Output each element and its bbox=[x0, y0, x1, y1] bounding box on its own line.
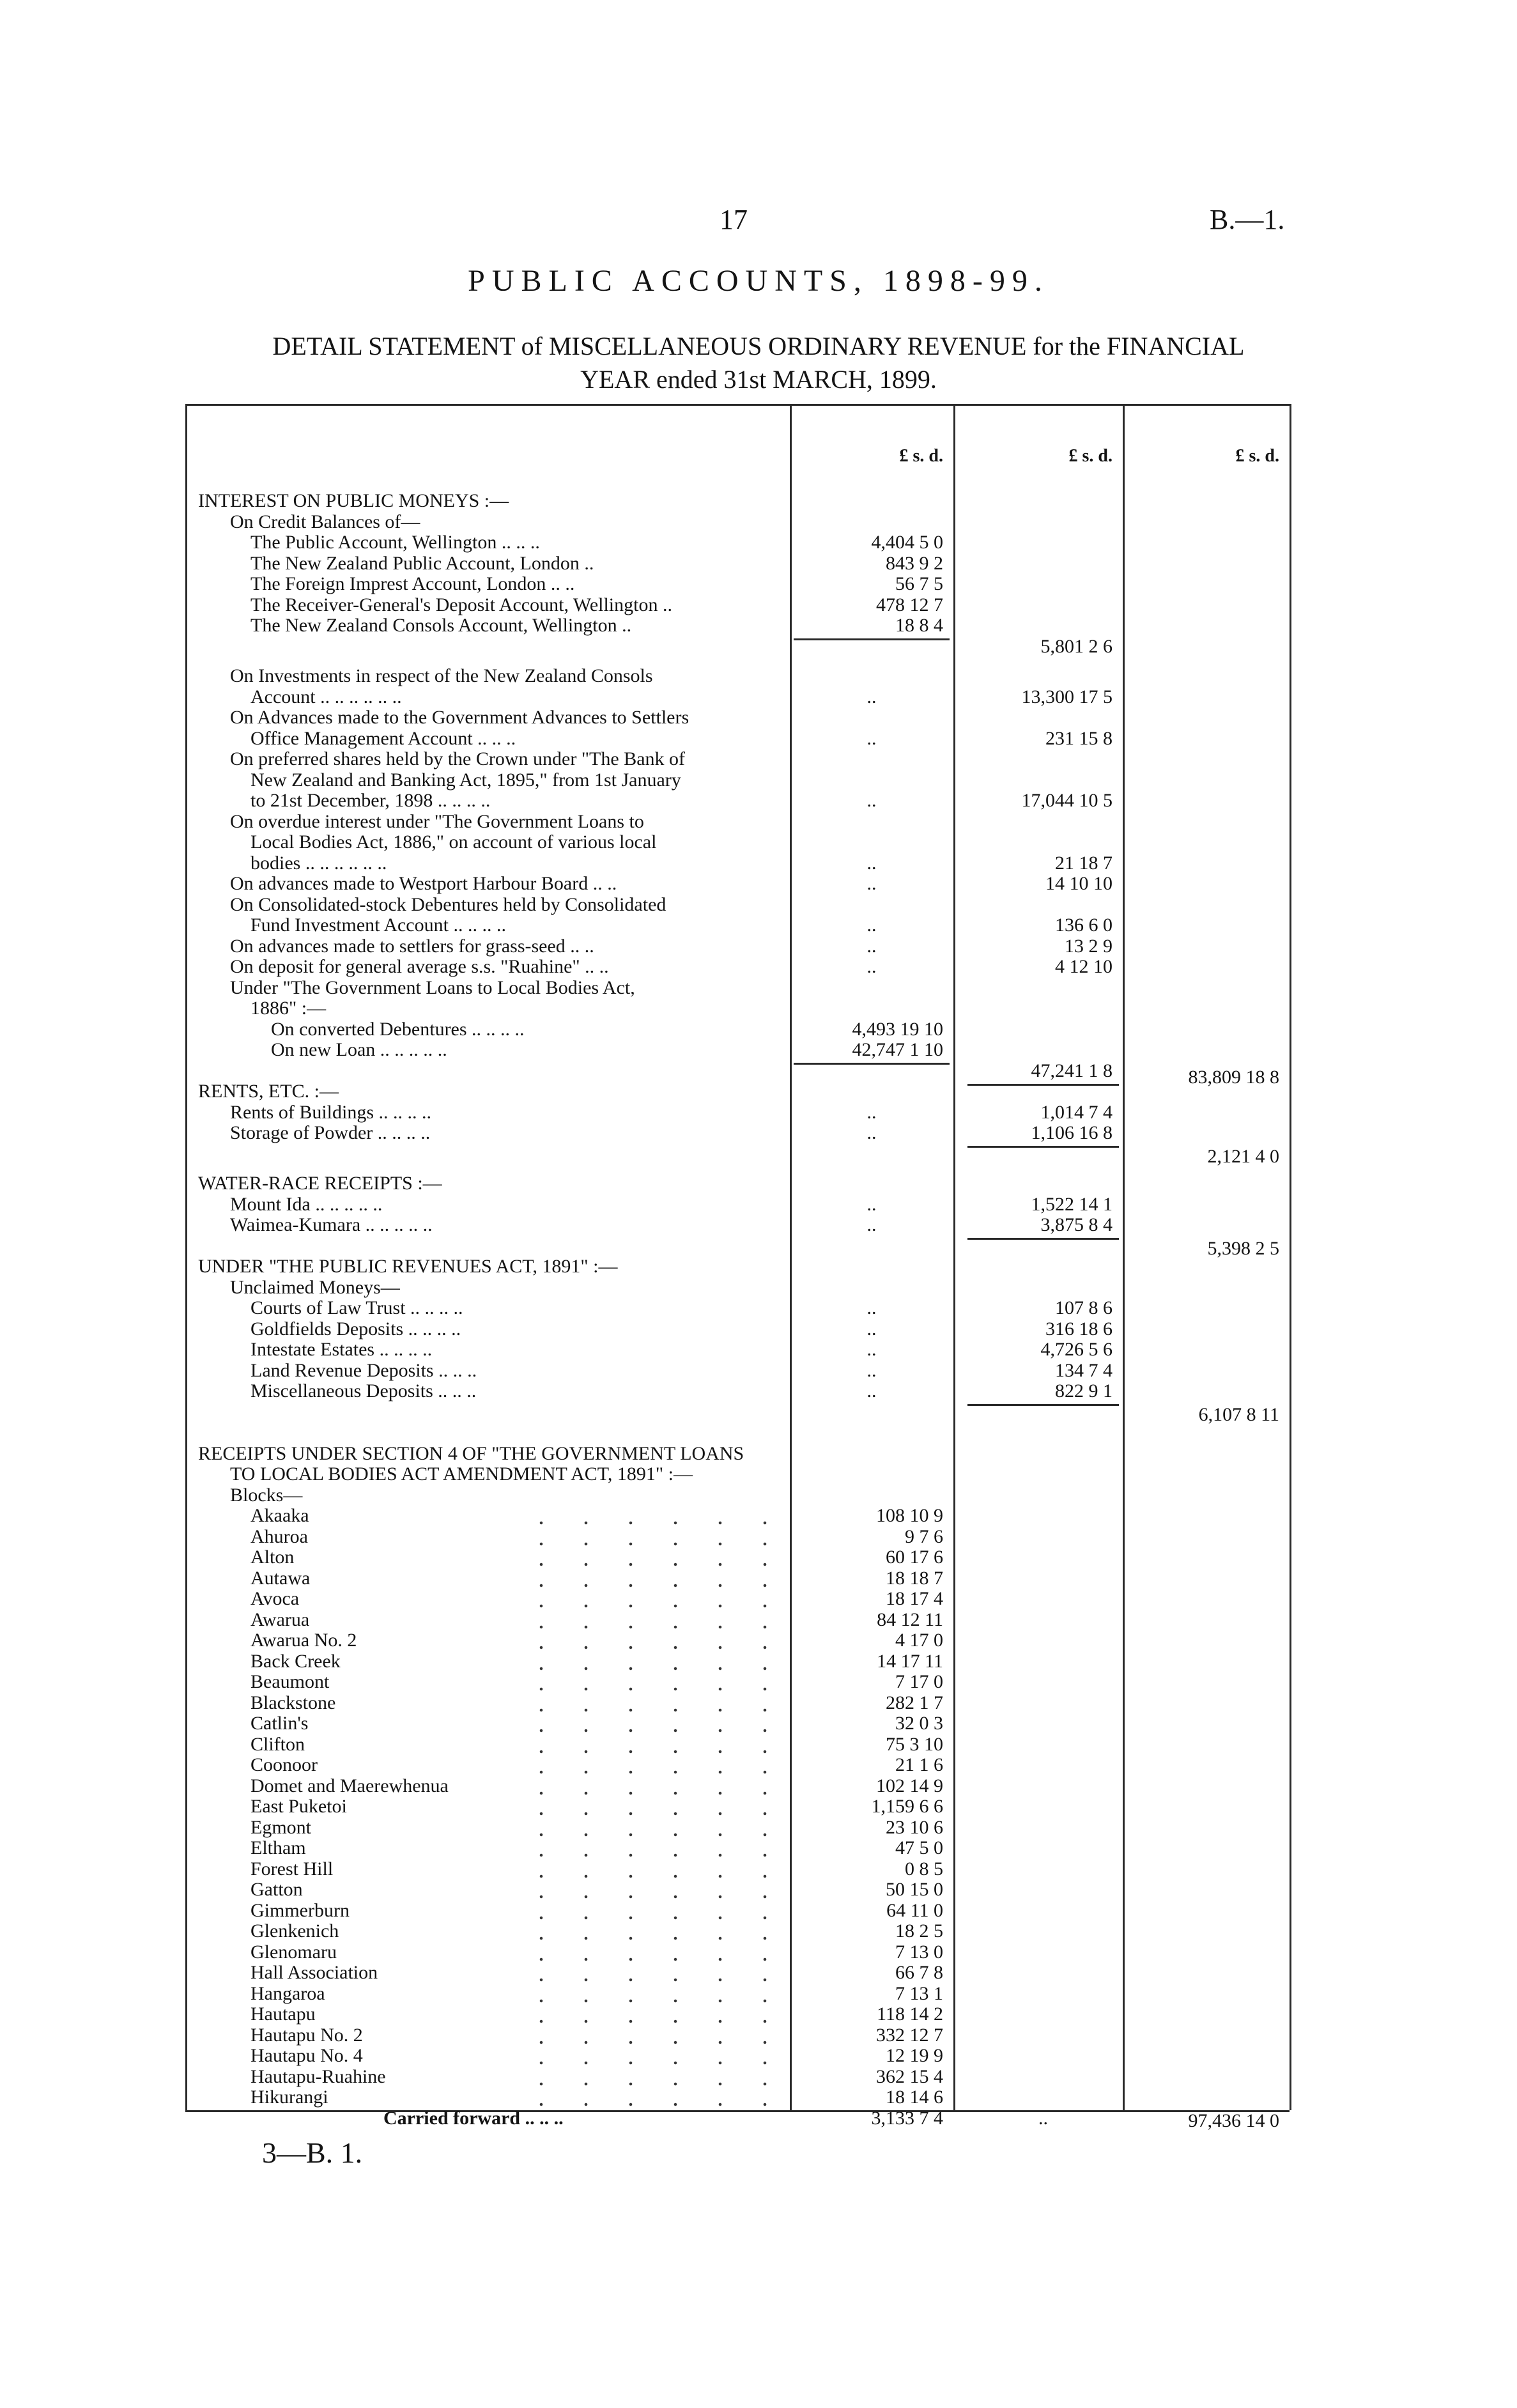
statement-line: Office Management Account .. .. .. bbox=[250, 727, 516, 749]
leader-dots bbox=[511, 1838, 780, 1857]
amount-column-1: 32 0 3 bbox=[895, 1713, 943, 1734]
amount-column-2: 14 10 10 bbox=[1045, 873, 1113, 894]
amount-column-1: .. bbox=[866, 1122, 877, 1143]
amount-column-2: 5,801 2 6 bbox=[1040, 635, 1113, 657]
amount-column-1: 84 12 11 bbox=[877, 1609, 943, 1630]
statement-line: The Public Account, Wellington .. .. .. bbox=[250, 532, 540, 553]
amount-column-1: 3,133 7 4 bbox=[871, 2107, 943, 2129]
statement-line: Hautapu No. 4 bbox=[250, 2045, 363, 2066]
leader-dots bbox=[511, 2004, 780, 2023]
statement-line: Catlin's bbox=[250, 1713, 309, 1734]
statement-line: On Credit Balances of— bbox=[230, 511, 420, 532]
statement-line: On deposit for general average s.s. "Ruahine" .. .. bbox=[230, 956, 609, 977]
leader-dots bbox=[511, 1630, 780, 1649]
amount-column-1: 1,159 6 6 bbox=[871, 1796, 943, 1817]
amount-column-2: 4 12 10 bbox=[1055, 956, 1113, 977]
leader-dots bbox=[511, 1755, 780, 1774]
statement-line: Egmont bbox=[250, 1816, 311, 1838]
column-header: £ s. d. bbox=[1235, 446, 1279, 466]
statement-line: Local Bodies Act, 1886," on account of various local bbox=[250, 831, 657, 853]
statement-line: WATER-RACE RECEIPTS :— bbox=[198, 1173, 442, 1194]
statement-line: Hautapu bbox=[250, 2003, 316, 2025]
amount-column-1: 7 17 0 bbox=[895, 1671, 943, 1692]
amount-column-1: .. bbox=[866, 1297, 877, 1318]
statement-line: The New Zealand Public Account, London .. bbox=[250, 552, 594, 574]
statement-line: Account .. .. .. .. .. .. bbox=[250, 686, 402, 707]
statement-line: Awarua No. 2 bbox=[250, 1630, 357, 1651]
amount-column-1: .. bbox=[866, 686, 877, 707]
amount-column-1: 18 14 6 bbox=[886, 2087, 943, 2108]
leader-dots bbox=[511, 1713, 780, 1733]
amount-column-1: .. bbox=[866, 790, 877, 811]
amount-column-2: 136 6 0 bbox=[1055, 915, 1113, 936]
statement-line: RENTS, ETC. :— bbox=[198, 1081, 339, 1102]
statement-line: Coonoor bbox=[250, 1754, 318, 1775]
amount-column-1: .. bbox=[866, 852, 877, 874]
statement-line: Unclaimed Moneys— bbox=[230, 1276, 400, 1298]
amount-column-1: .. bbox=[866, 1193, 877, 1215]
leader-dots bbox=[511, 1818, 780, 1837]
subtotal-rule-column-2 bbox=[967, 1146, 1119, 1148]
statement-line: Storage of Powder .. .. .. .. bbox=[230, 1122, 431, 1143]
statement-line: East Puketoi bbox=[250, 1796, 347, 1817]
amount-column-2: 4,726 5 6 bbox=[1040, 1339, 1113, 1360]
amount-column-2: 316 18 6 bbox=[1045, 1318, 1113, 1339]
amount-column-1: 18 8 4 bbox=[895, 615, 943, 636]
statement-line: Glenkenich bbox=[250, 1920, 339, 1941]
amount-column-3: 5,398 2 5 bbox=[1207, 1237, 1279, 1259]
leader-dots bbox=[511, 1859, 780, 1878]
statement-line: Miscellaneous Deposits .. .. .. bbox=[250, 1380, 477, 1401]
leader-dots bbox=[511, 1547, 780, 1566]
leader-dots bbox=[511, 1506, 780, 1525]
amount-column-1: 4,404 5 0 bbox=[871, 532, 943, 553]
leader-dots bbox=[511, 1651, 780, 1671]
statement-line: Beaumont bbox=[250, 1671, 330, 1692]
statement-line: Land Revenue Deposits .. .. .. bbox=[250, 1359, 477, 1381]
amount-column-1: .. bbox=[866, 956, 877, 977]
amount-column-1: 108 10 9 bbox=[876, 1505, 943, 1526]
subtotal-rule-column-2 bbox=[967, 1084, 1119, 1086]
column-header: £ s. d. bbox=[1068, 446, 1113, 466]
statement-line: bodies .. .. .. .. .. .. bbox=[250, 852, 387, 874]
amount-column-1: 362 15 4 bbox=[876, 2065, 943, 2087]
statement-line: Gimmerburn bbox=[250, 1899, 350, 1921]
page-title: PUBLIC ACCOUNTS, 1898-99. bbox=[468, 264, 1049, 298]
statement-line: On Advances made to the Government Advances to Settlers bbox=[230, 707, 689, 728]
leader-dots bbox=[511, 1776, 780, 1795]
statement-line: On overdue interest under "The Government Loans to bbox=[230, 810, 644, 832]
amount-column-2: 13 2 9 bbox=[1065, 935, 1113, 957]
statement-line: Intestate Estates .. .. .. .. bbox=[250, 1339, 433, 1360]
leader-dots bbox=[511, 1921, 780, 1940]
amount-column-1: 75 3 10 bbox=[886, 1733, 943, 1755]
amount-column-2: 822 9 1 bbox=[1055, 1380, 1113, 1401]
amount-column-2: 13,300 17 5 bbox=[1021, 686, 1113, 707]
page-subtitle-line-2: YEAR ended 31st MARCH, 1899. bbox=[580, 365, 937, 394]
subtotal-rule-column-2 bbox=[967, 1238, 1119, 1240]
statement-line: The Foreign Imprest Account, London .. .. bbox=[250, 573, 575, 594]
statement-line: Hautapu No. 2 bbox=[250, 2024, 363, 2046]
amount-column-1: .. bbox=[866, 1101, 877, 1123]
statement-line: Alton bbox=[250, 1547, 295, 1568]
statement-line: Goldfields Deposits .. .. .. .. bbox=[250, 1318, 461, 1339]
amount-column-1: 14 17 11 bbox=[877, 1650, 943, 1672]
amount-column-1: 4,493 19 10 bbox=[852, 1018, 943, 1040]
amount-column-2: 134 7 4 bbox=[1055, 1359, 1113, 1381]
statement-line: Under "The Government Loans to Local Bodies Act, bbox=[230, 976, 635, 998]
amount-column-3: 6,107 8 11 bbox=[1198, 1403, 1279, 1425]
statement-line: The Receiver-General's Deposit Account, Wellington .. bbox=[250, 594, 672, 615]
leader-dots bbox=[511, 1942, 780, 1961]
leader-dots bbox=[511, 2025, 780, 2044]
statement-line: Hall Association bbox=[250, 1962, 378, 1983]
amount-column-1: 478 12 7 bbox=[876, 594, 943, 615]
statement-line: Fund Investment Account .. .. .. .. bbox=[250, 915, 506, 936]
amount-column-1: 66 7 8 bbox=[895, 1962, 943, 1983]
statement-line: TO LOCAL BODIES ACT AMENDMENT ACT, 1891" :— bbox=[230, 1463, 693, 1485]
amount-column-1: 60 17 6 bbox=[886, 1547, 943, 1568]
statement-line: Clifton bbox=[250, 1733, 305, 1755]
statement-line: Blackstone bbox=[250, 1692, 336, 1713]
subtotal-rule-column-2 bbox=[967, 1404, 1119, 1406]
amount-column-1: 18 2 5 bbox=[895, 1920, 943, 1941]
statement-line: On advances made to Westport Harbour Board .. .. bbox=[230, 873, 617, 894]
page-number: 17 bbox=[720, 204, 748, 235]
column-1-right-rule bbox=[953, 404, 955, 2110]
statement-line: Blocks— bbox=[230, 1484, 303, 1506]
statement-line: Domet and Maerewhenua bbox=[250, 1775, 449, 1796]
amount-column-2: 231 15 8 bbox=[1045, 727, 1113, 749]
statement-line: On new Loan .. .. .. .. .. bbox=[271, 1039, 447, 1060]
amount-column-1: 332 12 7 bbox=[876, 2024, 943, 2046]
leader-dots bbox=[511, 1610, 780, 1629]
leader-dots bbox=[511, 1693, 780, 1712]
amount-column-1: 12 19 9 bbox=[886, 2045, 943, 2066]
statement-line: Mount Ida .. .. .. .. .. bbox=[230, 1193, 383, 1215]
statement-line: Akaaka bbox=[250, 1505, 309, 1526]
statement-line: Hangaroa bbox=[250, 1982, 325, 2004]
amount-column-3: 2,121 4 0 bbox=[1207, 1145, 1279, 1167]
statement-line: Autawa bbox=[250, 1567, 311, 1589]
statement-line: Carried forward .. .. .. bbox=[383, 2107, 564, 2129]
statement-line: Forest Hill bbox=[250, 1858, 334, 1879]
amount-column-1: 282 1 7 bbox=[886, 1692, 943, 1713]
amount-column-2: 3,875 8 4 bbox=[1040, 1214, 1113, 1235]
statement-line: INTEREST ON PUBLIC MONEYS :— bbox=[198, 490, 509, 511]
amount-column-1: 843 9 2 bbox=[886, 552, 943, 574]
column-header: £ s. d. bbox=[899, 446, 943, 466]
amount-column-1: 7 13 0 bbox=[895, 1941, 943, 1963]
leader-dots bbox=[511, 1734, 780, 1754]
amount-column-1: 7 13 1 bbox=[895, 1982, 943, 2004]
leader-dots bbox=[511, 1672, 780, 1691]
amount-column-1: .. bbox=[866, 1380, 877, 1401]
amount-column-1: 102 14 9 bbox=[876, 1775, 943, 1796]
amount-column-2: 21 18 7 bbox=[1055, 852, 1113, 874]
leader-dots bbox=[511, 1901, 780, 1920]
leader-dots bbox=[511, 1984, 780, 2003]
amount-column-1: 0 8 5 bbox=[905, 1858, 943, 1879]
amount-column-1: 64 11 0 bbox=[886, 1899, 943, 1921]
amount-column-2: 47,241 1 8 bbox=[1031, 1060, 1113, 1081]
amount-column-1: .. bbox=[866, 1318, 877, 1339]
amount-column-1: 9 7 6 bbox=[905, 1525, 943, 1547]
subtotal-rule-column-1 bbox=[794, 638, 950, 640]
table-left-border bbox=[185, 404, 187, 2110]
amount-column-1: .. bbox=[866, 935, 877, 957]
amount-column-3: 83,809 18 8 bbox=[1188, 1066, 1279, 1088]
amount-column-3: 97,436 14 0 bbox=[1188, 2110, 1279, 2131]
statement-line: New Zealand and Banking Act, 1895," from 1st January bbox=[250, 769, 681, 791]
amount-column-2: 107 8 6 bbox=[1055, 1297, 1113, 1318]
statement-line: Back Creek bbox=[250, 1650, 341, 1672]
statement-line: Gatton bbox=[250, 1879, 303, 1900]
leader-dots bbox=[511, 1568, 780, 1587]
amount-column-1: .. bbox=[866, 1359, 877, 1381]
amount-column-2: .. bbox=[1038, 2107, 1048, 2129]
amount-column-1: 18 17 4 bbox=[886, 1588, 943, 1609]
leader-dots bbox=[511, 1589, 780, 1608]
leader-dots bbox=[511, 1527, 780, 1546]
page-footer: 3—B. 1. bbox=[262, 2136, 363, 2169]
statement-line: Hikurangi bbox=[250, 2087, 328, 2108]
statement-line: Avoca bbox=[250, 1588, 300, 1609]
leader-dots bbox=[511, 2067, 780, 2086]
amount-column-1: .. bbox=[866, 873, 877, 894]
statement-line: On preferred shares held by the Crown under "The Bank of bbox=[230, 748, 686, 769]
statement-line: UNDER "THE PUBLIC REVENUES ACT, 1891" :— bbox=[198, 1256, 618, 1277]
amount-column-1: 21 1 6 bbox=[895, 1754, 943, 1775]
statement-line: to 21st December, 1898 .. .. .. .. bbox=[250, 790, 491, 811]
statement-line: Awarua bbox=[250, 1609, 310, 1630]
amount-column-2: 1,522 14 1 bbox=[1031, 1193, 1113, 1215]
leader-dots bbox=[511, 2087, 780, 2106]
statement-line: On Consolidated-stock Debentures held by Consolidated bbox=[230, 893, 666, 915]
statement-line: 1886" :— bbox=[250, 998, 327, 1019]
amount-column-1: 42,747 1 10 bbox=[852, 1039, 943, 1060]
amount-column-1: 56 7 5 bbox=[895, 573, 943, 594]
amount-column-1: 118 14 2 bbox=[877, 2003, 943, 2025]
amount-column-1: .. bbox=[866, 915, 877, 936]
statement-line: Hautapu-Ruahine bbox=[250, 2065, 386, 2087]
table-right-border bbox=[1290, 404, 1291, 2110]
leader-dots bbox=[511, 2046, 780, 2065]
leader-dots bbox=[511, 1963, 780, 1982]
amount-column-1: 23 10 6 bbox=[886, 1816, 943, 1838]
amount-column-1: 47 5 0 bbox=[895, 1837, 943, 1858]
statement-line: Waimea-Kumara .. .. .. .. .. bbox=[230, 1214, 433, 1235]
subtotal-rule-column-1 bbox=[794, 1063, 950, 1065]
amount-column-2: 1,106 16 8 bbox=[1031, 1122, 1113, 1143]
statement-line: On advances made to settlers for grass-seed .. .. bbox=[230, 935, 594, 957]
leader-dots bbox=[511, 1879, 780, 1899]
page-reference: B.—1. bbox=[1210, 204, 1285, 235]
leader-dots bbox=[511, 1796, 780, 1816]
statement-line: RECEIPTS UNDER SECTION 4 OF "THE GOVERNMENT LOANS bbox=[198, 1442, 744, 1464]
amount-column-2: 17,044 10 5 bbox=[1021, 790, 1113, 811]
statement-line: Courts of Law Trust .. .. .. .. bbox=[250, 1297, 463, 1318]
page-subtitle-line-1: DETAIL STATEMENT of MISCELLANEOUS ORDINARY REVENUE for the FINANCIAL bbox=[272, 332, 1245, 360]
statement-line: Ahuroa bbox=[250, 1525, 308, 1547]
amount-column-1: .. bbox=[866, 1214, 877, 1235]
amount-column-1: 4 17 0 bbox=[895, 1630, 943, 1651]
statement-line: Eltham bbox=[250, 1837, 306, 1858]
statement-line: Glenomaru bbox=[250, 1941, 337, 1963]
amount-column-2: 1,014 7 4 bbox=[1040, 1101, 1113, 1123]
amount-column-1: .. bbox=[866, 727, 877, 749]
statement-line: Rents of Buildings .. .. .. .. bbox=[230, 1101, 432, 1123]
amount-column-1: .. bbox=[866, 1339, 877, 1360]
statement-line: The New Zealand Consols Account, Wellington .. bbox=[250, 615, 632, 636]
amount-column-1: 50 15 0 bbox=[886, 1879, 943, 1900]
amount-column-1: 18 18 7 bbox=[886, 1567, 943, 1589]
statement-line: On Investments in respect of the New Zealand Consols bbox=[230, 665, 653, 686]
statement-line: On converted Debentures .. .. .. .. bbox=[271, 1018, 525, 1040]
